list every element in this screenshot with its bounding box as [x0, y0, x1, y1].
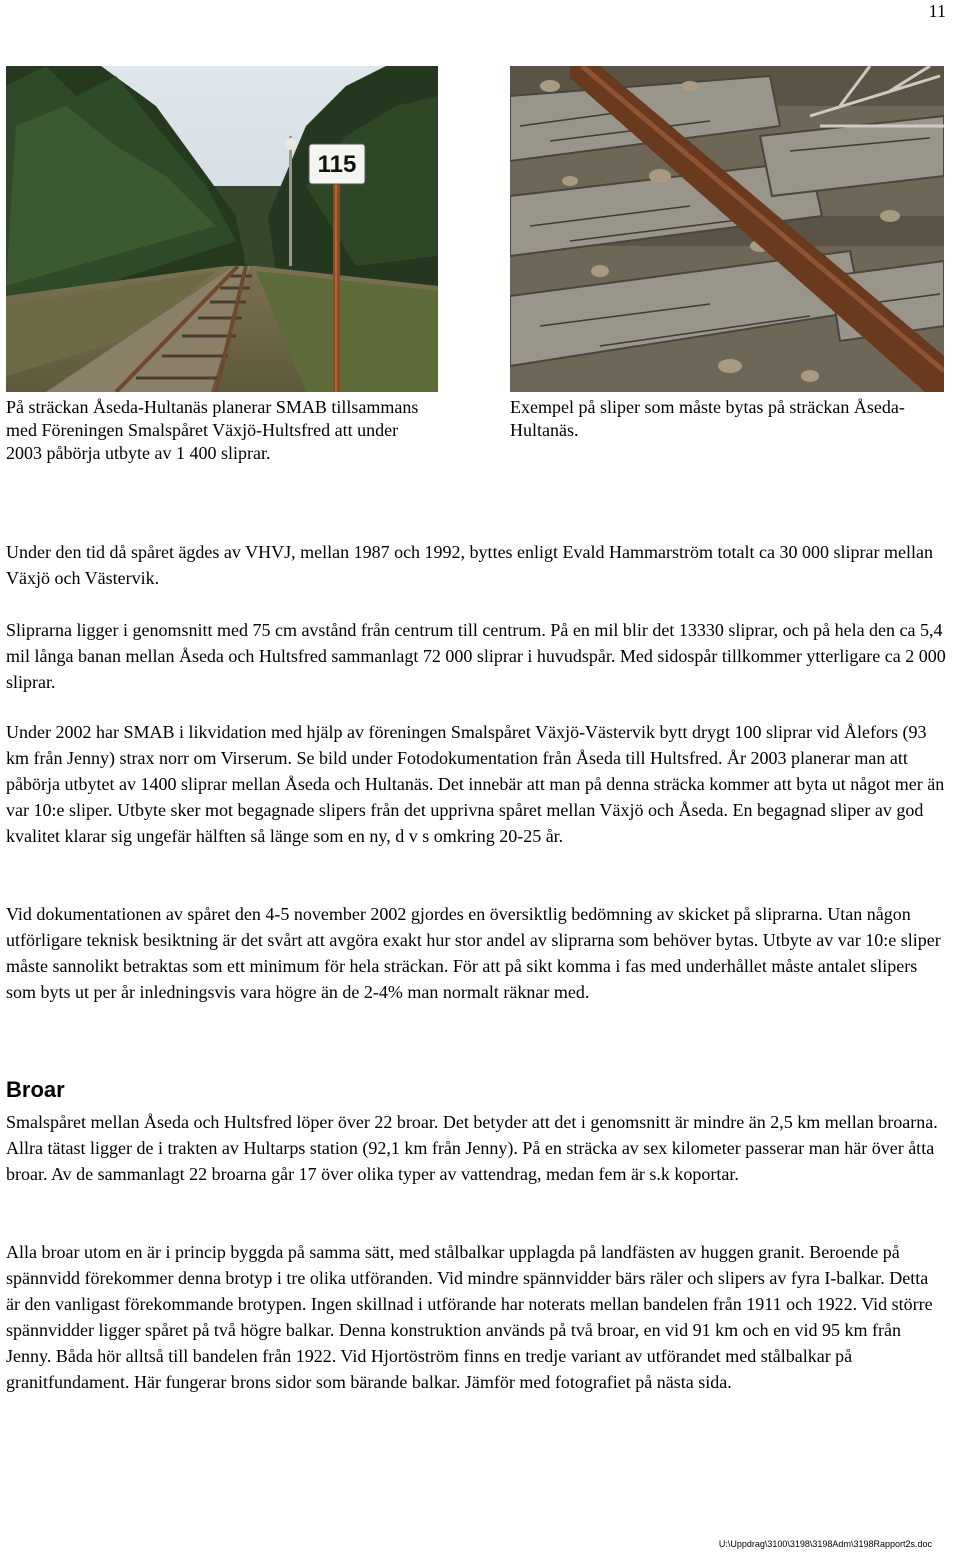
footer-file-path: U:\Uppdrag\3100\3198\3198Adm\3198Rapport2s.doc — [718, 1539, 932, 1549]
paragraph-bridges-count: Smalspåret mellan Åseda och Hultsfred löper över 22 broar. Det betyder att det i genomsnitt är mindre än 2,5 km mellan broarna. Allra tätast ligger de i trakten av Hultarps station (92,1 km från Jenny). På en sträcka av sex kilometer passerar man här över åtta broar. Av de sammanlagt 22 broarna går 17 över olika typer av vattendrag, medan fem är s.k koportar. — [6, 1112, 938, 1184]
paragraph-vhvj: Under den tid då spåret ägdes av VHVJ, mellan 1987 och 1992, byttes enligt Evald Hammarström totalt ca 30 000 sliprar mellan Växjö och Västervik. — [6, 542, 933, 588]
paragraph-smab-2002: Under 2002 har SMAB i likvidation med hjälp av föreningen Smalspåret Växjö-Västervik bytt drygt 100 sliprar vid Ålefors (93 km från Jenny) strax norr om Virserum. Se bild under Fotodokumentation från Åseda till Hultsfred. År 2003 planerar man att påbörja utbytet av 1400 sliprar mellan Åseda och Hultanäs. Det innebär att man på denna sträcka kommer att byta ut något mer än var 10:e sliper. Utbyte sker mot begagnade slipers från det upprivna spåret mellan Växjö och Åseda. En begagnad sliper av god kvalitet klarar sig ungefär hälften så länge som en ny, d v s omkring 20-25 år. — [6, 722, 945, 846]
photo-caption-right: Exempel på sliper som måste bytas på sträckan Åseda-Hultanäs. — [510, 397, 905, 440]
km-sign-label: 115 — [317, 151, 357, 178]
paragraph-sleeper-spacing: Sliprarna ligger i genomsnitt med 75 cm avstånd från centrum till centrum. På en mil blir det 13330 sliprar, och på hela den ca 5,4 mil långa banan mellan Åseda och Hultsfred sammanlagt 72 000 sliprar i huvudspår. Med sidospår tillkommer ytterligare ca 2 000 sliprar. — [6, 620, 946, 692]
paragraph-bridges-construction: Alla broar utom en är i princip byggda på samma sätt, med stålbalkar upplagda på landfästen av huggen granit. Beroende på spännvidd förekommer denna brotyp i tre olika utföranden. Vid mindre spännvidder bärs räler och slipers av fyra I-balkar. Detta är den vanligast förekommande brotypen. Ingen skillnad i utförande har noterats mellan bandelen från 1911 och 1922. Vid större spännvidder ligger spåret på två högre balkar. Denna konstruktion används på två broar, en vid 91 km och en vid 95 km från Jenny. Båda hör alltså till bandelen från 1922. Vid Hjortöström finns en tredje variant av utförandet med stålbalkar på granitfundament. Här fungerar brons sidor som bärande balkar. Jämför med fotografiet på nästa sida. — [6, 1242, 933, 1392]
track-forest-photo — [6, 66, 438, 392]
photo-caption-left: På sträckan Åseda-Hultanäs planerar SMAB tillsammans med Föreningen Smalspåret Växjö-Hultsfred att under 2003 påbörja utbyte av 1 400 sliprar. — [6, 397, 419, 463]
page-number: 11 — [928, 1, 946, 21]
rotten-sleepers-photo — [510, 66, 944, 392]
paragraph-documentation: Vid dokumentationen av spåret den 4-5 november 2002 gjordes en översiktlig bedömning av skicket på sliprarna. Utan någon utförligare teknisk besiktning är det svårt att avgöra exakt hur stor andel av sliprarna som behöver bytas. Utbyte av var 10:e sliper måste sannolikt betraktas som ett minimum för hela sträckan. För att på sikt komma i fas med underhållet måste antalet slipers som byts ut per år inledningsvis vara högre än de 2-4% man normalt räknar med. — [6, 904, 941, 1002]
section-heading-broar: Broar — [6, 1077, 65, 1102]
